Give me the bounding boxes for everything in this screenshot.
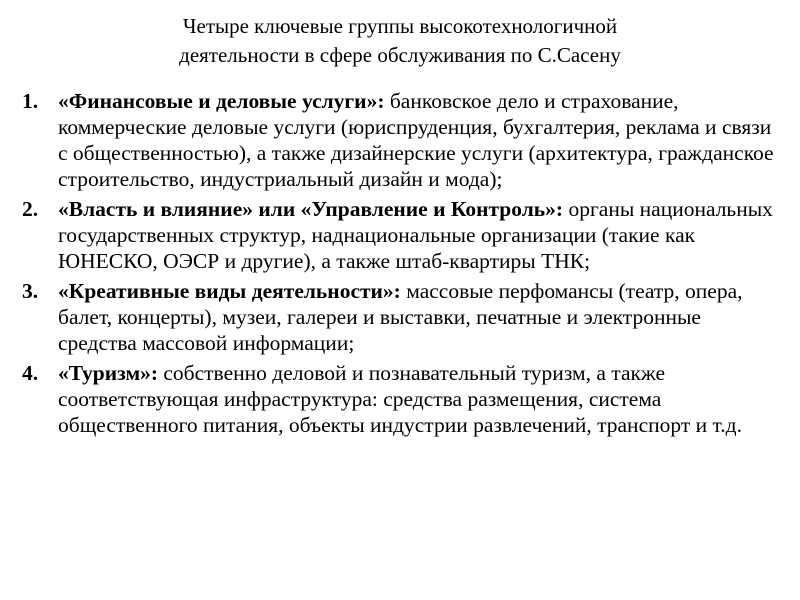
slide-title-line-1: Четыре ключевые группы высокотехнологичной [182,14,618,38]
group-item-creative [22,278,782,356]
item-text: собственно деловой и познавательный туризм, а также соответствующая инфраструктура: средства размещения, система общественного питания, объекты индустрии развлечений, транспорт и т.д. [58,361,742,437]
group-item-finance [22,88,782,192]
item-heading: «Власть и влияние» или «Управление и Контроль»: [58,197,564,221]
item-number: 3. [22,279,39,303]
item-number: 1. [22,89,39,113]
slide-title [60,12,740,70]
item-text: органы национальных государственных структур, наднациональные организации (такие как ЮНЕСКО, ОЭСР и другие), а также штаб-квартиры ТНК; [58,197,773,273]
item-heading: «Креативные виды деятельности»: [58,279,401,303]
group-item-tourism [22,360,782,438]
item-heading: «Туризм»: [58,361,159,385]
slide-title-line-2: деятельности в сфере обслуживания по С.Сасену [179,43,621,67]
group-item-power [22,196,782,274]
item-number: 2. [22,197,39,221]
item-text: банковское дело и страхование, коммерческие деловые услуги (юриспруденция, бухгалтерия, реклама и связи с общественностью), а также дизайнерские услуги (архитектура, гражданское строительство, индустриальный дизайн и мода); [58,89,774,191]
groups-list [22,88,782,442]
item-text: массовые перфомансы (театр, опера, балет, концерты), музеи, галереи и выставки, печатные и электронные средства массовой информации; [58,279,743,355]
item-number: 4. [22,361,39,385]
item-heading: «Финансовые и деловые услуги»: [58,89,385,113]
